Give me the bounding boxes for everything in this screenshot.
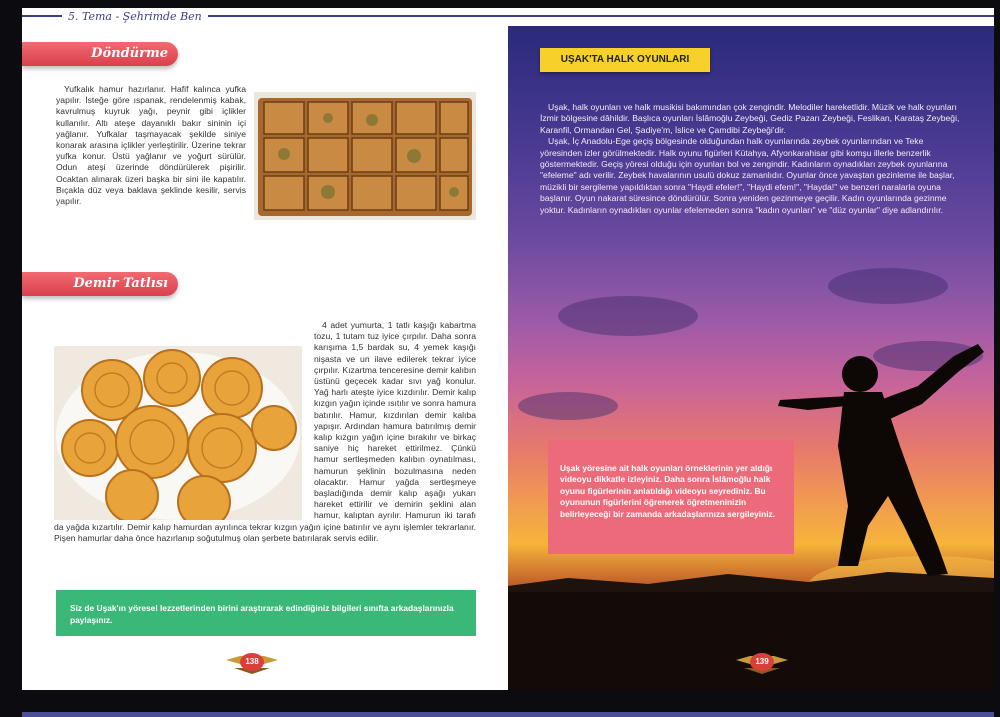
activity-note-green: Siz de Uşak'ın yöresel lezzetlerinden birini araştırarak edindiğiniz bilgileri sınıfta arkadaşlarınızla paylaşınız. bbox=[56, 590, 476, 636]
page-number-left bbox=[224, 650, 280, 674]
halk-oyunlari-paragraph-2: Uşak, İç Anadolu-Ege geçiş bölgesinde olduğundan halk oyunlarında zeybek oyunlarından ve Teke yöresinden izler görülmektedir. Halk oyunu figürleri Kütahya, Afyonkarahisar gibi komşu illerle benzerlik göstermektedir. Geçiş yöresi olduğu için oyunları bol ve zengindir. Kadınların oynadıkları zeybek oyunlarına "efeleme" adı verilir. Zeybek havalarının usulü dokuz zamanlıdır. Oyunlar önce yavaştan gezinleme ile başlar, müzikli bir sergileme yapıldıktan sonra "Haydi efeler!", "Haydi efem!", "Hayda!" ve benzeri naralarla oyuna başlanır. Oyun nakarat süresince döndürülür. Sonra yeniden gezinmeye geçilir. Kadın oyunlarında gezinme yoktur. Kadınların oynadıkları oyunlar efelemeden sonra "kadın oyunları" ve "düz oyunlar" diye adlandırılır. bbox=[540, 136, 955, 215]
dondurme-text: Yufkalık hamur hazırlanır. Hafif kalınca yufka yapılır. İsteğe göre ıspanak, rendelenmiş kabak, kavrulmuş kuyruk yağı, peynir gibi içlikler kullanılır. Altı ateşe dayanıklı bakır sininin içi yağlanır. Yufkalar taşmayacak şekilde siniye konarak arasına içlikler yerleştirilir. Üzerine tekrar yufka konur. Üstü yağlanır ve yoğurt sürülür. Odun ateşi üzerinde döndürülerek pişirilir. Ocaktan alınarak üzeri başka bir sini ile kapatılır. Bıçakla düz veya baklava şeklinde kesilir, servis yapılır. bbox=[56, 84, 246, 207]
section-ribbon-dondurme bbox=[22, 42, 178, 66]
page-number-right-label: 139 bbox=[750, 653, 774, 671]
activity-note-pink: Uşak yöresine ait halk oyunları örneklerinin yer aldığı videoyu dikkatle izleyiniz. Daha sonra İslâmoğlu halk oyunu figürlerinin anlatıldığı videoyu seyrediniz. Bu oyununun figürlerini öğrenerek öğretmeninizin belirleyeceği bir zamanda arkadaşlarınıza sergileyiniz. bbox=[548, 440, 794, 554]
page-number-right bbox=[734, 650, 790, 674]
footer-bar bbox=[22, 712, 994, 717]
demir-tatlisi-text: 4 adet yumurta, 1 tatlı kaşığı kabartma tozu, 1 tutam tuz iyice çırpılır. Daha sonra karışıma 1,5 bardak su, 4 yemek kaşığı nişasta ve un ilave edilerek tekrar iyice çırpılır. Kızartma tenceresine demir kalıbın üstünü geçecek kadar sıvı yağ konulur. Yağ harlı ateşte iyice kızdırılır. Demir kalıp kızgın yağın içinde ısıtılır ve sonra hamura batırılır. Hamur, kızdırılan demir kalıba yapışır. Ardından hamura batırılmış demir kalıp kızgın yağın içine bırakılır ve birkaç saniye hiç hareket ettirilmez. Çünkü hamur sertleşmeden kalıbın oynatılması, hamurun şeklinin bozulmasına neden olacaktır. Hamur yağda sertleşmeye başladığında demir kalıp aşağı yukarı hareket ettirilir ve demirin şeklini alan hamur, kalıptan ayrılır. Hamurun iki tarafı da yağda kızartılır. Demir kalıp hamurdan ayrılınca tekrar kızgın yağın içine batırılır ve aynı işlemler tekrarlanır. Pişen hamurlar daha önce hazırlanıp soğutulmuş olan şerbete batırılarak servis edilir. bbox=[54, 320, 476, 543]
dondurme-pastry-image bbox=[254, 92, 476, 220]
section-title-dondurme: Döndürme bbox=[91, 46, 168, 61]
section-title-demir-tatlisi: Demir Tatlısı bbox=[73, 276, 168, 291]
dancer-silhouette bbox=[778, 344, 984, 576]
dondurme-photo bbox=[254, 92, 476, 220]
right-page bbox=[508, 26, 994, 690]
halk-oyunlari-text bbox=[540, 102, 966, 216]
section-ribbon-demir-tatlisi bbox=[22, 272, 178, 296]
halk-oyunlari-title: UŞAK'TA HALK OYUNLARI bbox=[540, 48, 710, 72]
page-number-left-label: 138 bbox=[240, 653, 264, 671]
header-title: 5. Tema - Şehrimde Ben bbox=[62, 9, 208, 25]
demir-tatlisi-intro bbox=[54, 320, 476, 544]
halk-oyunlari-paragraph-1: Uşak, halk oyunları ve halk musikisi bakımından çok zengindir. Melodiler hareketlidir. Müzik ve halk oyunları İzmir bölgesine dâhildir. Başlıca oyunları İslâmoğlu Zeybeği, Gediz Pazarı Zeybeği, Feslikan, Karataş Zeybeği, Karanfil, Ormandan Gel, Şadiye'm, İslice ve Çamdibi Zeybeği'dir. bbox=[540, 102, 960, 135]
left-page bbox=[22, 26, 508, 690]
header-bar bbox=[22, 8, 994, 26]
